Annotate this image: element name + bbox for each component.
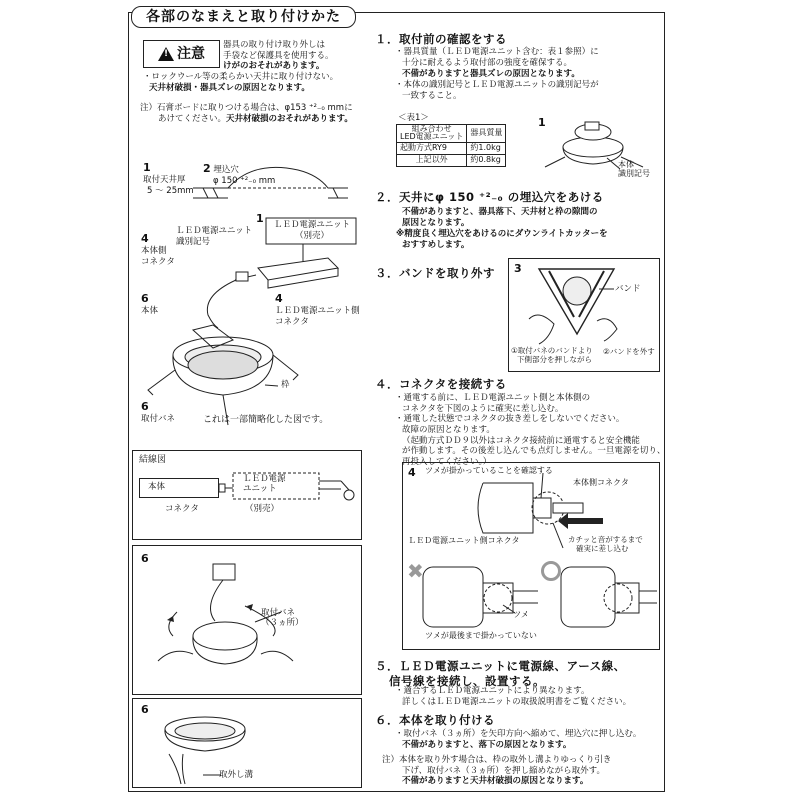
step1-figure-number: 1 [538,116,546,129]
step1-figure-body: 本体 [618,160,634,169]
body-number: 6 [141,292,149,305]
step4-line2: コネクタを下図のように確実に差し込む。 [402,403,564,414]
step5-title [375,659,626,689]
step4-not-hooked-label: ツメが最後まで掛かっていない [425,631,537,640]
spring-label: 取付バネ [141,414,176,425]
wiring-connector-label: コネクタ [165,504,199,514]
hole-number: 2 [203,162,211,175]
warning-note-text2: あけてください。 [158,114,227,125]
step1-line1: ・器具質量（ＬＥＤ電源ユニット含む：表１参照）に [395,47,599,57]
wiring-unit-line1: ＬＥＤ電源 [243,474,286,484]
warning-bullet [143,72,338,94]
step2-line2: 原因となります。 [402,218,470,229]
step6-note-line2: 下げ、取付バネ（３ヵ所）を押し縮めながら取外す。 [402,765,605,776]
step1-line4: ・本体の識別記号とＬＥＤ電源ユニットの識別記号が [395,79,599,90]
warning-text-3: けがのおそれがあります。 [223,61,325,72]
step5-title-line2: 信号線を接続し、設置する。 [389,673,545,688]
correct-mark-icon [541,561,561,581]
weight-table [396,124,506,167]
table-cell: 起動方式RY9 [397,142,467,154]
step3-caption-2: ②バンドを外す [603,347,655,356]
hole-callout [203,162,275,187]
step1-figure [535,112,660,192]
hole-size: φ 150 ⁺²₋₀ mm [213,176,276,187]
step1-line2: 十分に耐えるよう取付部の強度を確保する。 [402,57,573,68]
spring-callout [141,400,175,425]
figure-6a [132,545,362,695]
caution-badge [143,40,220,68]
table-row [397,154,506,166]
body-label: 本体 [141,306,159,317]
table-row [397,142,506,154]
step3-caption-1a: ①取付バネのバンドより [511,346,593,355]
wiring-unit-line2: ユニット [243,483,277,494]
wiring-sold-separately: （別売） [245,504,280,514]
connector-shape [236,272,248,281]
figure-6b [132,698,362,788]
step1-figure-id: 識別記号 [618,169,650,179]
step6-line2: 不備がありますと、落下の原因となります。 [402,739,572,750]
step4-line1: ・通電する前に、ＬＥＤ電源ユニット側と本体側の [395,393,591,403]
step1-figure-label [618,160,650,178]
step6-title: ６．本体を取り付ける [375,713,495,727]
wiring-body-label: 本体 [148,482,166,493]
table-caption: ＜表1＞ [398,113,429,123]
step6-note [382,755,611,787]
warning-note-text: 注）石膏ボードに取りつける場合は、φ153 ⁺²₋₀ mmに [140,103,353,113]
hole-label: 埋込穴 [213,165,239,175]
ceiling-label: 取付天井厚 [143,175,186,186]
figure-6b-label: 取外し溝 [219,770,254,780]
table-cell: 上記以外 [397,154,467,166]
wiring-unit [243,475,286,495]
step3-figure-number: 3 [514,262,522,275]
unit-connector-label: ＬＥＤ電源ユニット側 [275,306,360,317]
unit-connector-label-2: コネクタ [275,317,309,328]
warning-bullet-text: ・ロックウール等の柔らかい天井に取り付けない。 [143,72,339,82]
wrong-mark-icon: ✖ [407,559,424,583]
step5-body [395,686,631,707]
body-callout [141,292,158,317]
page-title: 各部のなまえと取り付けかた [131,6,356,28]
step4-body [395,393,665,467]
figure-6a-spring: 取付バネ [261,608,296,618]
ceiling-thickness: 5 ～ 25mm [147,186,194,197]
step4-line7: 再投入してください。） [402,456,492,467]
unit-box-text [268,220,356,242]
unit-id-label-2: 識別記号 [176,237,211,248]
unit-connector-callout [275,292,360,328]
step4-line3: ・通電した状態でコネクタの抜き差しをしないでください。 [395,414,625,425]
step1-body [395,47,599,101]
unit-box-line1: ＬＥＤ電源ユニット [273,220,351,230]
step4-figure [402,462,660,650]
body-connector-label-2: コネクタ [141,257,175,268]
figure-6a-count: （３ヵ所） [261,618,304,629]
step5-line1: ・適合するＬＥＤ電源ユニットにより異なります。 [395,686,590,696]
step3-title: ３．バンドを取り外す [375,266,495,280]
warning-text-2: 手袋など保護具を使用する。 [223,50,334,61]
step1-line5: 一致すること。 [402,90,462,101]
unit-connector-number: 4 [275,292,283,305]
warning-note [140,103,353,125]
step6-line1: ・取付バネ（３ヵ所）を矢印方向へ縮めて、埋込穴に押し込む。 [395,729,642,739]
unit-box-line2: （別売） [294,231,329,242]
table-cell: 約0.8kg [467,154,506,166]
wiring-title: 結線図 [139,455,167,465]
step3-figure [508,258,660,372]
step4-click-line1: カチッと音がするまで [568,535,643,544]
ceiling-callout [143,155,194,197]
caution-label: 注意 [177,45,205,62]
unit-id-number: 1 [256,212,264,225]
step1-line3: 不備がありますと器具ズレの原因となります。 [402,68,580,79]
step2-line3: ※精度良く埋込穴をあけるのにダウンライトカッターを [396,229,608,240]
step4-claw-label: ツメ [513,610,529,619]
step2-line1: 不備がありますと、器具落下、天井材と枠の隙間の [402,207,598,217]
step4-click-note [568,536,643,553]
table-header-1b: LED電源ユニット [400,132,464,142]
step4-line5: （起動方式ＤＤ９以外はコネクタ接続前に通電すると安全機能 [402,435,640,446]
body-connector-callout [141,232,175,268]
step2-line4: おすすめします。 [402,240,470,251]
warning-text-1: 器具の取り付け取り外しは [223,40,326,50]
table-header-2: 器具質量 [467,125,506,143]
body-connector-number: 4 [141,232,149,245]
step6-note-line3: 不備がありますと天井材破損の原因となります。 [402,776,589,787]
step3-band-label: バンド [615,284,641,294]
frame-label: 枠 [281,380,290,390]
step6-body [395,729,641,750]
step4-line6: が作動します。その後差し込んでも点灯しません。一旦電源を切り、 [402,446,666,457]
warning-note-bold: 天井材破損のおそれがあります。 [226,114,353,125]
step4-check-note: ツメが掛かっていることを確認する [425,466,553,475]
step4-figure-number: 4 [408,466,416,479]
step6-note-line1: 注）本体を取り外す場合は、枠の取外し溝よりゆっくり引き [382,755,612,765]
step1-title: １．取付前の確認をする [375,32,507,46]
step3-caption-1 [511,347,593,364]
step3-caption-1b: 下側部分を押しながら [517,354,592,364]
table-header-1: 組み合わせ [411,124,452,133]
warning-triangle-icon [158,47,174,61]
body-connector-label: 本体側 [141,246,167,257]
step2-title: ２．天井にφ 150 ⁺²₋₀ の埋込穴をあける [375,190,604,204]
figure-6b-number: 6 [141,703,149,716]
step5-line2: 詳しくはＬＥＤ電源ユニットの取扱説明書をご覧ください。 [402,696,632,707]
step4-title: ４．コネクタを接続する [375,377,507,391]
table-cell: 約1.0kg [467,142,506,154]
step4-line4: 故障の原因となります。 [402,424,495,435]
step4-unit-connector-label: ＬＥＤ電源ユニット側コネクタ [408,536,520,545]
warning-bullet-bold: 天井材破損・器具ズレの原因となります。 [149,83,310,94]
led-unit-shape [258,258,338,280]
figure-6a-label [261,608,304,628]
unit-id-label: ＬＥＤ電源ユニット [176,226,253,237]
figure-6a-number: 6 [141,552,149,565]
step5-title-line1: ５．ＬＥＤ電源ユニットに電源線、アース線、 [375,659,626,673]
ceiling-number: 1 [143,161,151,174]
step4-click-line2: 確実に差し込む [576,543,629,553]
wiring-diagram [132,450,362,540]
spring-number: 6 [141,400,149,413]
simplified-note: これは一部簡略化した図です。 [203,415,329,425]
unit-id-callout [176,212,264,248]
step2-body [396,207,608,251]
step4-body-connector-label: 本体側コネクタ [573,478,629,487]
